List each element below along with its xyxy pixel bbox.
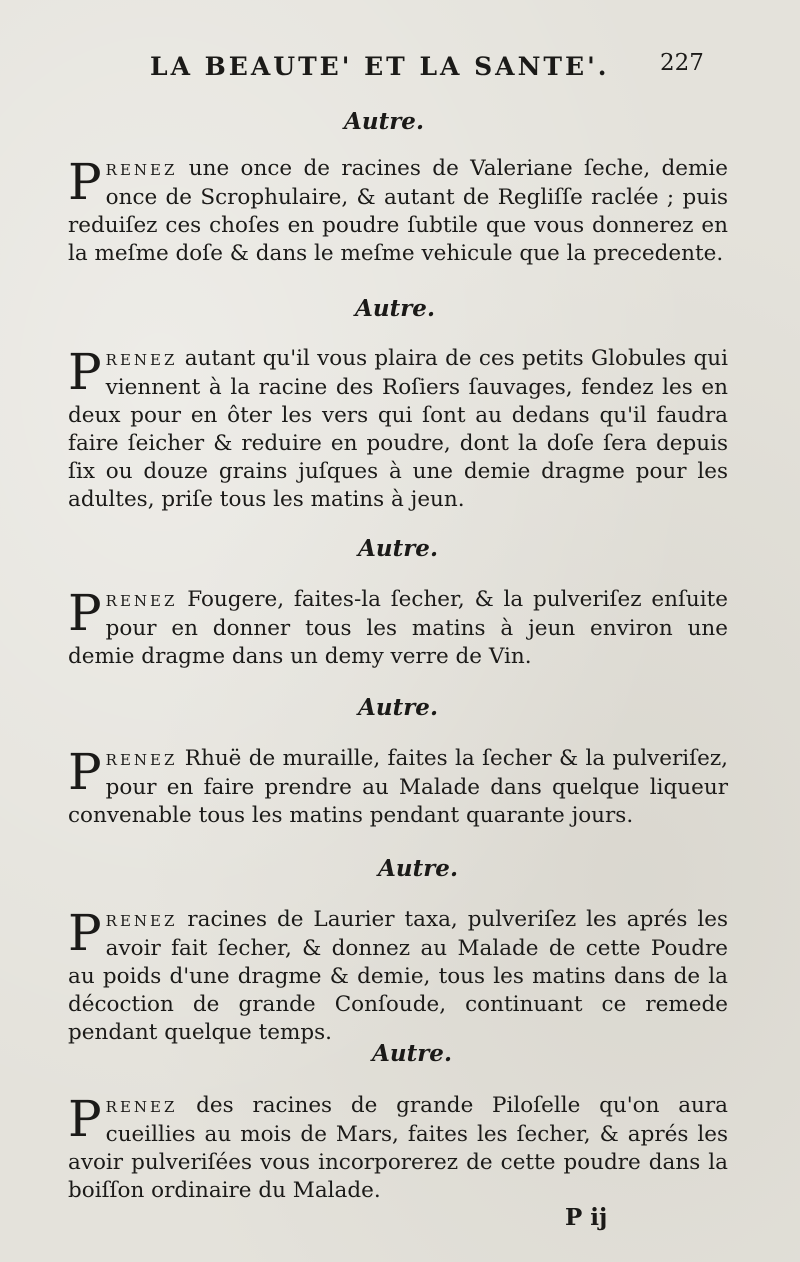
lead-word: RENEZ [105,751,178,769]
recipe-paragraph [68,155,728,268]
drop-cap: P [68,904,102,962]
signature-mark: P ij [565,1204,608,1231]
drop-cap: P [68,584,102,642]
recipe-paragraph [68,345,728,514]
recipe-paragraph [68,906,728,1047]
section-heading: Autre. [358,694,438,721]
section-heading: Autre. [344,108,424,135]
lead-word: RENEZ [105,351,178,369]
drop-cap: P [68,1090,102,1148]
page-number: 227 [660,50,704,76]
lead-word: RENEZ [105,912,178,930]
section-heading: Autre. [355,295,435,322]
drop-cap: P [68,343,102,401]
section-heading: Autre. [372,1040,452,1067]
lead-word: RENEZ [105,1098,178,1116]
section-heading: Autre. [358,535,438,562]
paragraph-text: Rhuë de muraille, faites la ſecher & la pulveriſez, pour en faire prendre au Malade dans quelque liqueur convenable tous les matins pendant quarante jours. [68,746,728,828]
lead-word: RENEZ [105,592,178,610]
paragraph-text: Fougere, faites-la ſecher, & la pulveriſez enſuite pour en donner tous les matins à jeun environ une demie dragme dans un demy verre de Vin. [68,587,728,669]
recipe-paragraph [68,1092,728,1205]
paragraph-text: des racines de grande Piloſelle qu'on aura cueillies au mois de Mars, faites les ſecher, & aprés les avoir pulveriſées vous incorporerez de cette poudre dans la boiſſon ordinaire du Malade. [68,1093,728,1203]
paragraph-text: autant qu'il vous plaira de ces petits Globules qui viennent à la racine des Roſiers ſauvages, fendez les en deux pour en ôter les vers qui ſont au dedans qu'il faudra faire ſeicher & reduire en poudre, dont la doſe ſera depuis ſix ou douze grains juſques à une demie dragme pour les adultes, priſe tous les matins à jeun. [68,346,728,512]
paragraph-text: racines de Laurier taxa, pulveriſez les aprés les avoir fait ſecher, & donnez au Malade de cette Poudre au poids d'une dragme & demie, tous les matins dans de la décoction de grande Conſoude, continuant ce remede pendant quelque temps. [68,907,728,1045]
recipe-paragraph [68,586,728,671]
lead-word: RENEZ [105,161,178,179]
recipe-paragraph [68,745,728,830]
section-heading: Autre. [378,855,458,882]
paragraph-text: une once de racines de Valeriane ſeche, demie once de Scrophulaire, & autant de Regliſſe raclée ; puis reduiſez ces choſes en poudre ſubtile que vous donnerez en la meſme doſe & dans le meſme vehicule que la precedente. [68,156,728,266]
drop-cap: P [68,743,102,801]
drop-cap: P [68,153,102,211]
running-title: LA BEAUTE' ET LA SANTE'. [150,52,610,81]
